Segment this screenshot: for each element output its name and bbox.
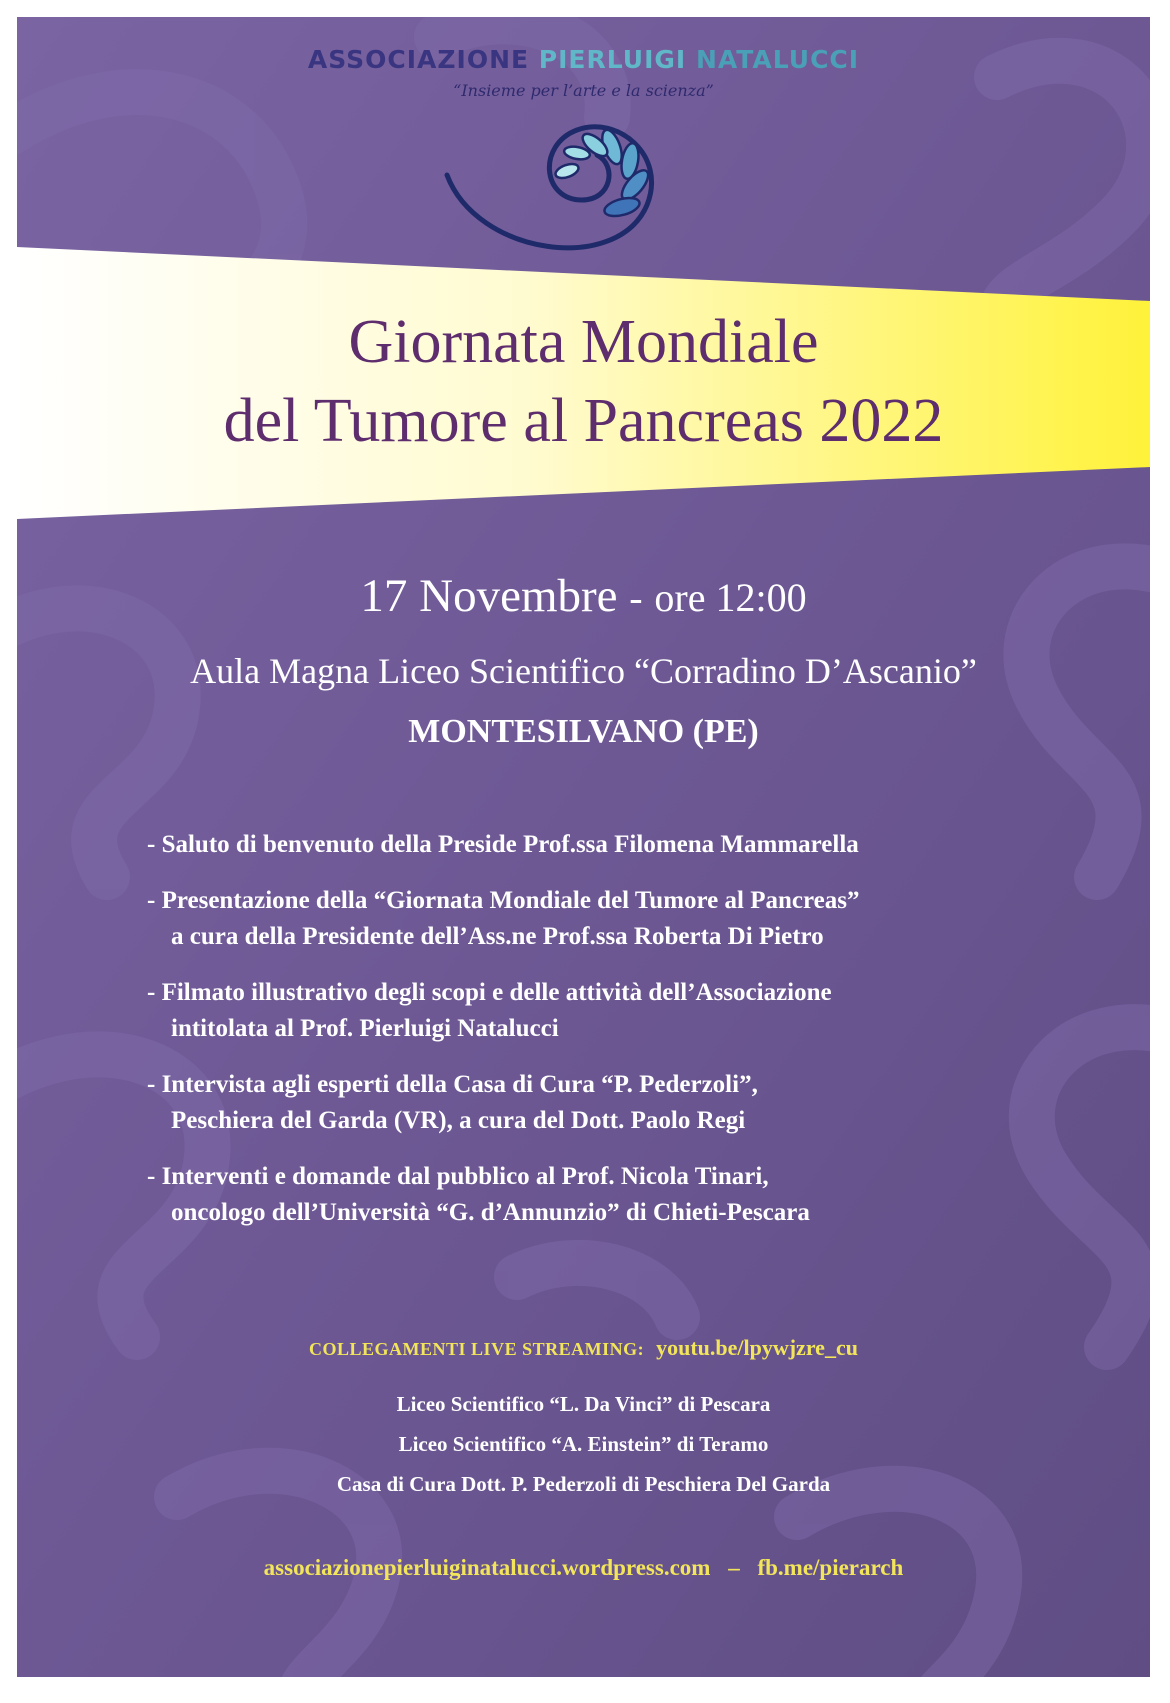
event-time: ore 12:00 <box>654 575 807 620</box>
page-title-line2: del Tumore al Pancreas 2022 <box>223 387 944 455</box>
event-venue: Aula Magna Liceo Scientifico “Corradino D’Ascanio” <box>190 651 977 691</box>
logo-title: ASSOCIAZIONE PIERLUIGI NATALUCCI <box>307 45 860 74</box>
streaming-info <box>17 1335 1150 1361</box>
date-separator: - <box>629 575 643 620</box>
event-city: MONTESILVANO (PE) <box>408 713 759 750</box>
list-item: Liceo Scientifico “L. Da Vinci” di Pescara <box>396 1392 771 1416</box>
event-date: 17 Novembre <box>360 570 618 622</box>
program-item: - Saluto di benvenuto della Preside Prof.ssa Filomena Mammarella <box>147 831 859 858</box>
program-item: - Intervista agli esperti della Casa di Cura “P. Pederzoli”, Peschiera del Garda (VR), a cura del Dott. Paolo Regi <box>147 1071 758 1134</box>
association-logo <box>17 17 1150 277</box>
streaming-label: COLLEGAMENTI LIVE STREAMING: <box>309 1339 645 1359</box>
event-date-time <box>17 569 1150 623</box>
facebook-link[interactable]: fb.me/pierarch <box>757 1555 904 1580</box>
logo-tagline: “Insieme per l’arte e la scienza” <box>453 81 714 100</box>
streaming-link[interactable]: youtu.be/lpywjzre_cu <box>656 1335 858 1360</box>
footer-links <box>17 1555 1150 1581</box>
website-link[interactable]: associazionepierluiginatalucci.wordpress.com <box>263 1555 711 1580</box>
program-list <box>147 827 1107 1251</box>
nautilus-spiral-icon <box>417 105 717 265</box>
streaming-locations <box>17 1384 1150 1504</box>
poster <box>17 17 1150 1677</box>
program-item: - Presentazione della “Giornata Mondiale del Tumore al Pancreas” a cura della Presidente dell’Ass.ne Prof.ssa Roberta Di Pietro <box>147 887 860 950</box>
list-item: Casa di Cura Dott. P. Pederzoli di Peschiera Del Garda <box>336 1472 831 1496</box>
footer-separator: – <box>728 1555 740 1580</box>
page-title-line1: Giornata Mondiale <box>348 308 819 376</box>
list-item: Liceo Scientifico “A. Einstein” di Teramo <box>398 1432 769 1456</box>
program-item: - Interventi e domande dal pubblico al Prof. Nicola Tinari, oncologo dell’Università “G. d’Annunzio” di Chieti-Pescara <box>147 1163 810 1226</box>
program-item: - Filmato illustrativo degli scopi e delle attività dell’Associazione intitolata al Prof. Pierluigi Natalucci <box>147 979 832 1042</box>
